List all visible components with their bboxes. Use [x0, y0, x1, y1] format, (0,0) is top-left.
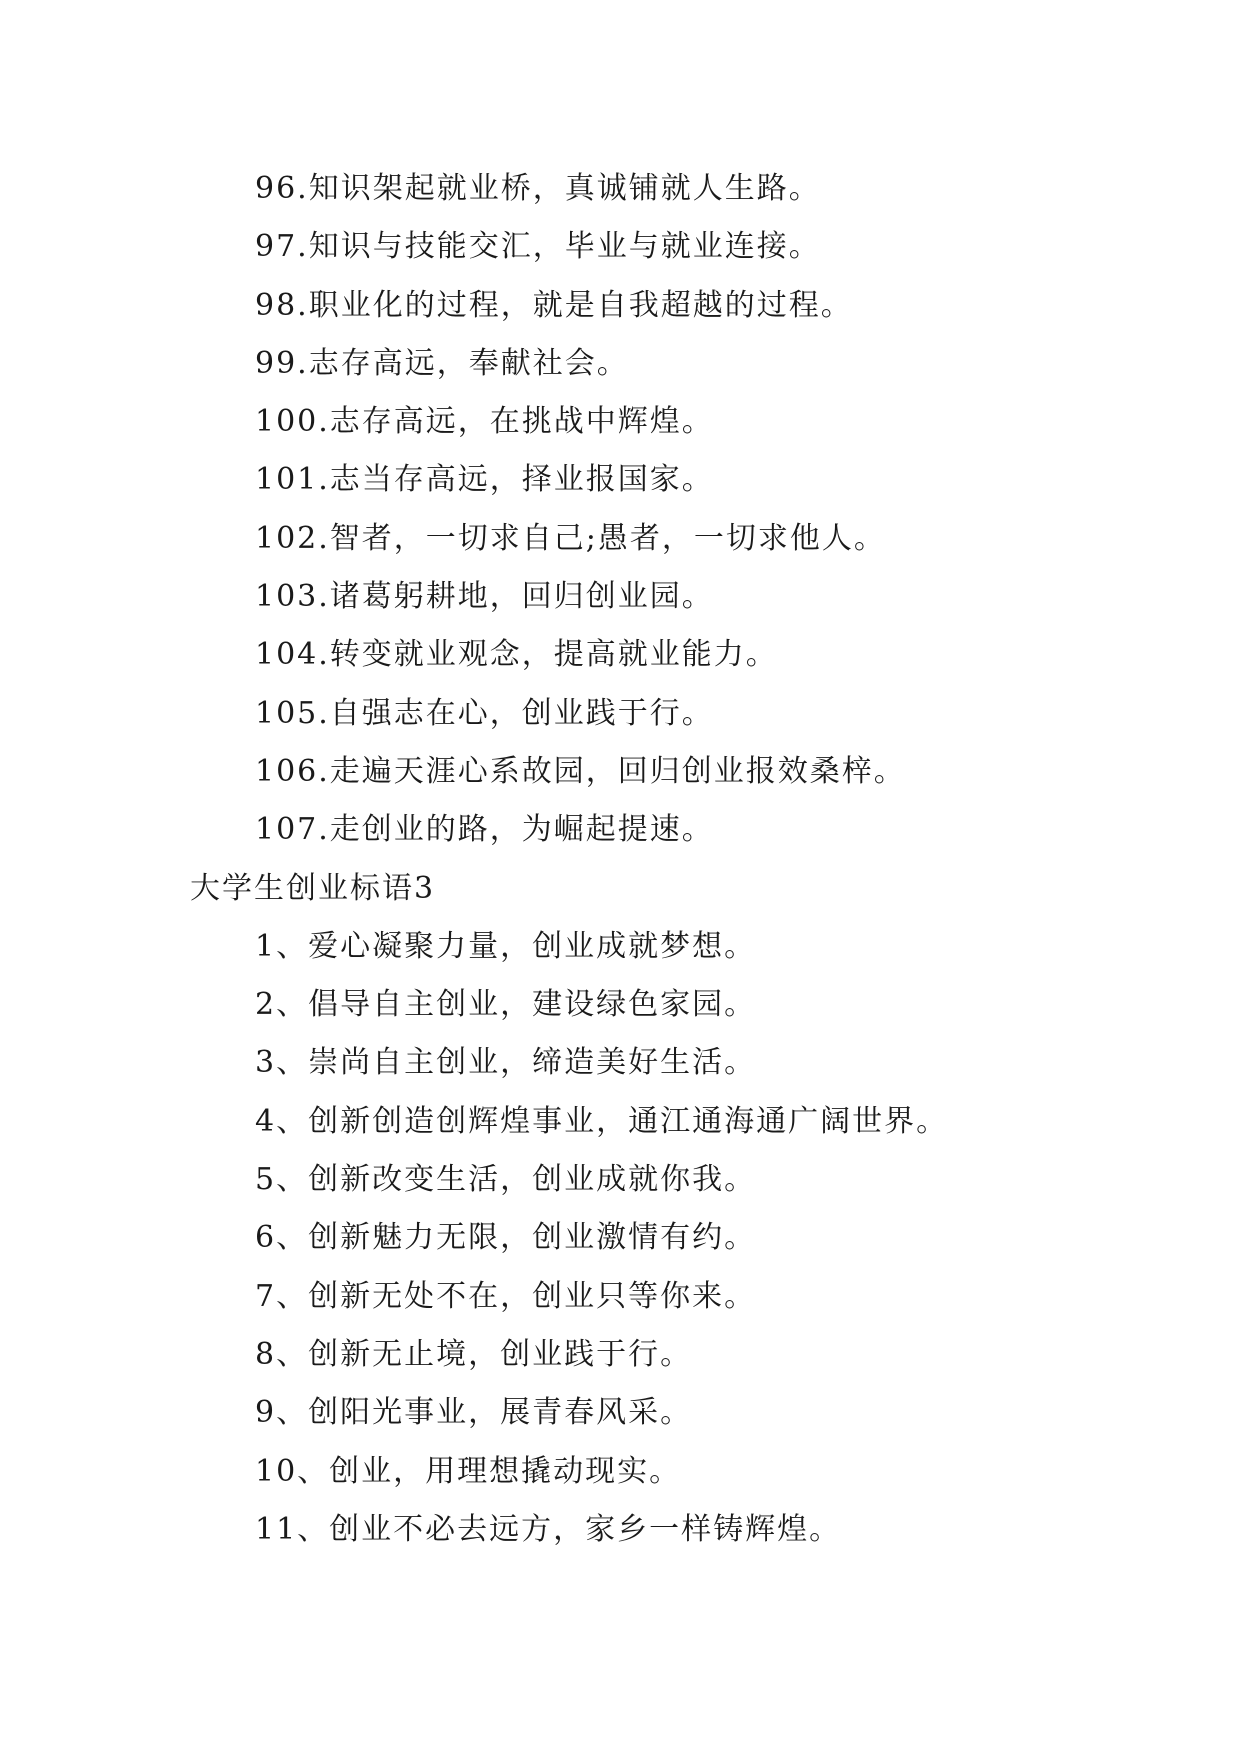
list-item: 97.知识与技能交汇，毕业与就业连接。 [255, 229, 821, 265]
list-item: 98.职业化的过程，就是自我超越的过程。 [255, 287, 853, 323]
section-heading: 大学生创业标语3 [190, 870, 436, 906]
list-item: 11、创业不必去远方，家乡一样铸辉煌。 [255, 1511, 842, 1547]
list-item: 103.诸葛躬耕地，回归创业园。 [255, 579, 714, 615]
list-item: 3、崇尚自主创业，缔造美好生活。 [255, 1045, 757, 1081]
list-item: 106.走遍天涯心系故园，回归创业报效桑梓。 [255, 753, 906, 789]
list-item: 104.转变就业观念，提高就业能力。 [255, 637, 778, 673]
list-item: 10、创业，用理想撬动现实。 [255, 1453, 682, 1489]
list-item: 6、创新魅力无限，创业激情有约。 [255, 1220, 757, 1256]
list-item: 101.志当存高远，择业报国家。 [255, 462, 714, 498]
list-item: 7、创新无处不在，创业只等你来。 [255, 1278, 757, 1314]
slogan-list [0, 160, 1241, 1559]
list-item: 102.智者，一切求自己;愚者，一切求他人。 [255, 520, 886, 556]
list-item: 4、创新创造创辉煌事业，通江通海通广阔世界。 [255, 1103, 949, 1139]
list-item: 9、创阳光事业，展青春风采。 [255, 1395, 693, 1431]
list-item: 100.志存高远，在挑战中辉煌。 [255, 404, 714, 440]
list-item: 8、创新无止境，创业践于行。 [255, 1336, 693, 1372]
list-item: 105.自强志在心，创业践于行。 [255, 695, 714, 731]
list-item: 2、倡导自主创业，建设绿色家园。 [255, 987, 757, 1023]
list-item: 5、创新改变生活，创业成就你我。 [255, 1162, 757, 1198]
list-item: 99.志存高远，奉献社会。 [255, 345, 629, 381]
list-item: 107.走创业的路，为崛起提速。 [255, 812, 714, 848]
list-item: 1、爱心凝聚力量，创业成就梦想。 [255, 928, 757, 964]
list-item: 96.知识架起就业桥，真诚铺就人生路。 [255, 171, 821, 206]
